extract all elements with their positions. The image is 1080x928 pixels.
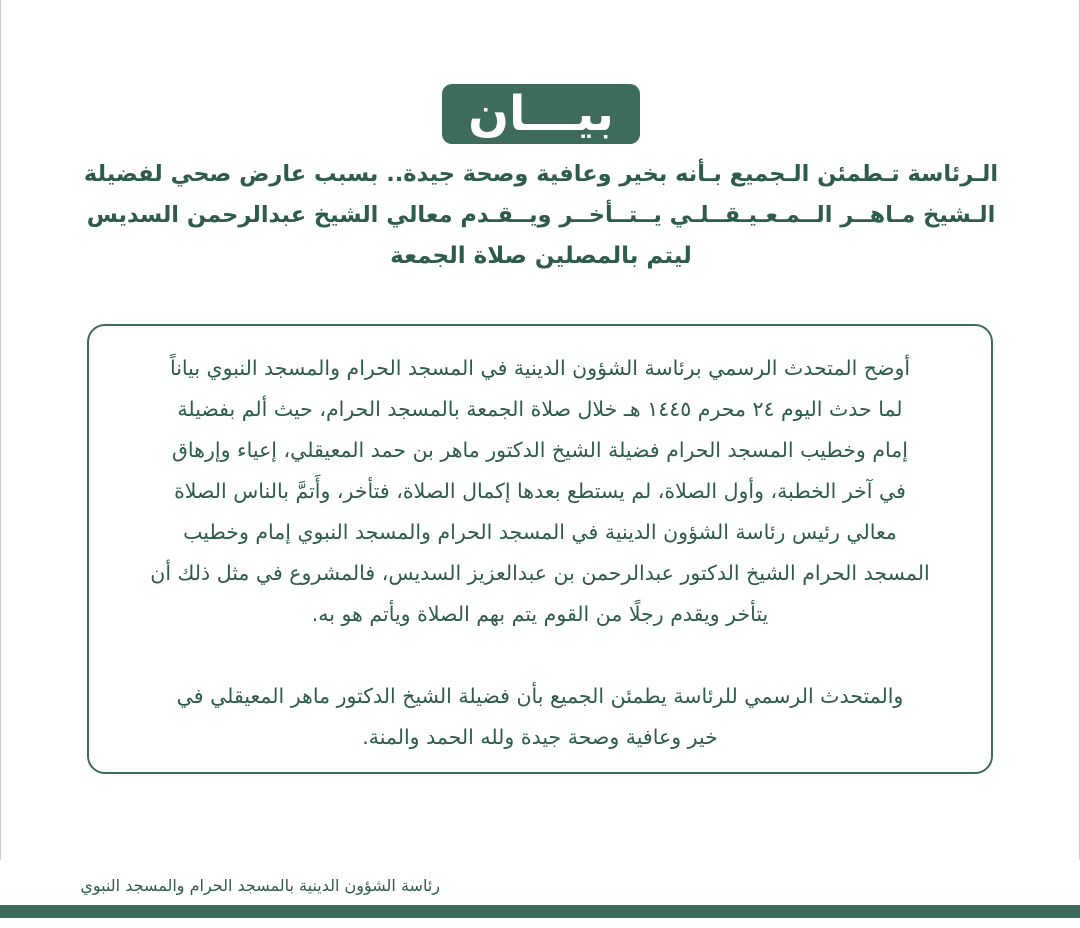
- title-badge: [442, 84, 640, 144]
- headline: [81, 154, 1001, 277]
- headline-line: الـرئاسة تـطمئن الـجميع بـأنه بخير وعافية وصحة جيدة.. بسبب عارض صحي لفضيلة: [83, 161, 999, 187]
- page-title: بيـــان: [468, 86, 614, 142]
- statement-line: لما حدث اليوم ٢٤ محرم ١٤٤٥ هـ خلال صلاة الجمعة بالمسجد الحرام، حيث ألم بفضيلة: [177, 397, 903, 421]
- statement-body: [91, 348, 989, 758]
- headline-line: الـشيخ مـاهــر الــمـعـيـقــلـي يــتــأخــر ويــقـدم معالي الشيخ عبدالرحمن السديس: [86, 202, 996, 228]
- footer-bar: [0, 905, 1080, 918]
- statement-line: إمام وخطيب المسجد الحرام فضيلة الشيخ الدكتور ماهر بن حمد المعيقلي، إعياء وإرهاق: [172, 438, 908, 462]
- statement-line: والمتحدث الرسمي للرئاسة يطمئن الجميع بأن فضيلة الشيخ الدكتور ماهر المعيقلي في: [176, 684, 904, 708]
- footer-organization: رئاسة الشؤون الدينية بالمسجد الحرام والمسجد النبوي: [80, 876, 440, 895]
- statement-line: يتأخر ويقدم رجلًا من القوم يتم بهم الصلاة ويأتم هو به.: [311, 602, 769, 626]
- paragraph-gap: [91, 635, 989, 676]
- statement-line: في آخر الخطبة، وأول الصلاة، لم يستطع بعدها إكمال الصلاة، فتأخر، وأَتمَّ بالناس الصلاة: [174, 479, 906, 503]
- statement-line: خير وعافية وصحة جيدة ولله الحمد والمنة.: [362, 725, 718, 749]
- headline-line: ليتم بالمصلين صلاة الجمعة: [390, 243, 692, 269]
- statement-line: المسجد الحرام الشيخ الدكتور عبدالرحمن بن عبدالعزيز السديس، فالمشروع في مثل ذلك أن: [150, 561, 930, 585]
- statement-line: معالي رئيس رئاسة الشؤون الدينية في المسجد الحرام والمسجد النبوي إمام وخطيب: [183, 520, 897, 544]
- statement-line: أوضح المتحدث الرسمي برئاسة الشؤون الدينية في المسجد الحرام والمسجد النبوي بياناً: [169, 356, 911, 380]
